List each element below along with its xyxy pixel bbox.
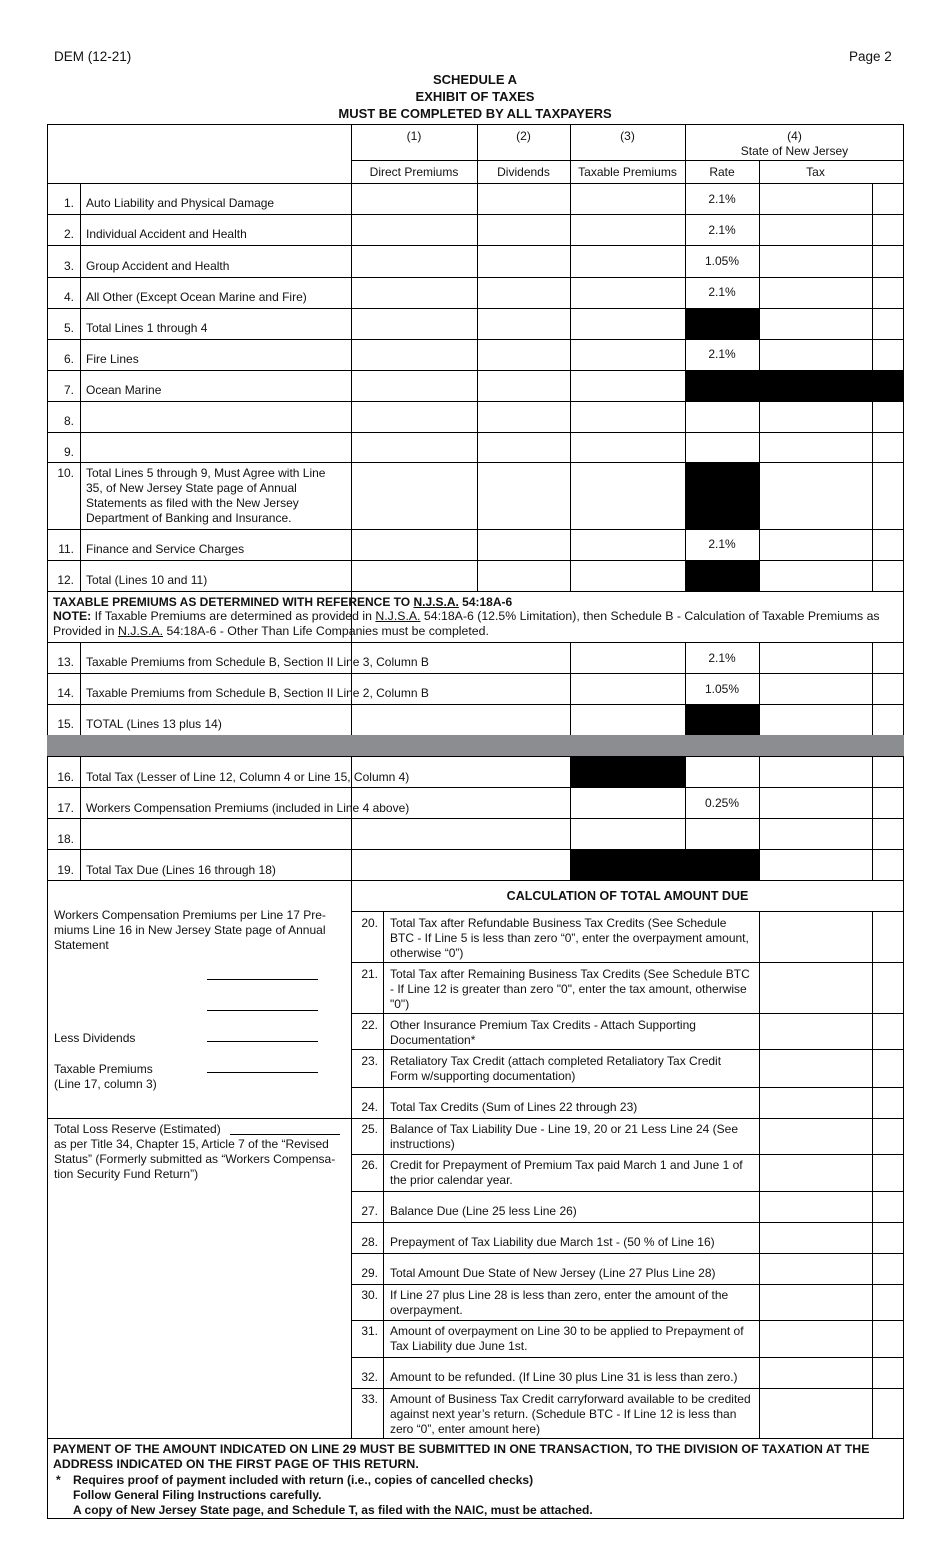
line-30-number: 30. bbox=[361, 1288, 378, 1302]
line-29-number: 29. bbox=[361, 1266, 378, 1280]
line-33-number: 33. bbox=[361, 1392, 378, 1406]
line-21-label: Total Tax after Remaining Business Tax Credits (See Schedule BTC - If Line 12 is greater than zero "0", enter the tax amount, otherwise "0") bbox=[390, 967, 750, 1011]
separator-band bbox=[47, 735, 904, 756]
payment-instruction: PAYMENT OF THE AMOUNT INDICATED ON LINE 29 MUST BE SUBMITTED IN ONE TRANSACTION, TO THE DIVISION OF TAXATION AT THE ADDRESS INDICATED ON THE FIRST PAGE OF THIS RETURN. bbox=[53, 1442, 870, 1471]
line-22-label: Other Insurance Premium Tax Credits - Attach Supporting Documentation* bbox=[390, 1018, 696, 1047]
line-10-label: Total Lines 5 through 9, Must Agree with Line 35, of New Jersey State page of Annual Statements as filed with the New Jersey Department of Banking and Insurance. bbox=[86, 466, 326, 525]
line-27-number: 27. bbox=[361, 1204, 378, 1218]
line-2-rate: 2.1% bbox=[708, 223, 736, 237]
line-17-label: Workers Compensation Premiums (included in Line 4 above) bbox=[86, 801, 410, 815]
line-13-rate: 2.1% bbox=[708, 651, 736, 665]
note-text: NOTE: If Taxable Premiums are determined as provided in N.J.S.A. 54:18A-6 (12.5% Limitation), then Schedule B - Calculation of Taxable Premiums as Provided in N.J.S.A. 54:18A-6 - Other Than Life Companies must be completed. bbox=[53, 609, 880, 638]
line-11-rate: 2.1% bbox=[708, 537, 736, 551]
col-rate: Rate bbox=[709, 165, 735, 179]
form-id: DEM (12-21) bbox=[54, 49, 132, 64]
line-7-label: Ocean Marine bbox=[86, 383, 162, 397]
line-17-number: 17. bbox=[57, 801, 74, 815]
col4-number: (4) bbox=[787, 129, 802, 143]
col-dividends: Dividends bbox=[497, 165, 550, 179]
col-direct-premiums: Direct Premiums bbox=[369, 165, 459, 179]
taxable-premiums-heading: TAXABLE PREMIUMS AS DETERMINED WITH REFERENCE TO N.J.S.A. 54:18A-6 bbox=[53, 595, 513, 609]
line-19-label: Total Tax Due (Lines 16 through 18) bbox=[86, 863, 276, 877]
col3-number: (3) bbox=[620, 129, 635, 143]
loss-reserve-field[interactable] bbox=[230, 1134, 340, 1135]
line-13-number: 13. bbox=[57, 655, 74, 669]
line-15-label: TOTAL (Lines 13 plus 14) bbox=[86, 717, 222, 731]
line-23-label: Retaliatory Tax Credit (attach completed Retaliatory Tax Credit Form w/supporting documentation) bbox=[390, 1054, 722, 1083]
line-4-rate: 2.1% bbox=[708, 285, 736, 299]
line-18-number: 18. bbox=[57, 832, 74, 846]
line-6-number: 6. bbox=[63, 352, 74, 366]
col2-number: (2) bbox=[516, 129, 531, 143]
line-4-label: All Other (Except Ocean Marine and Fire) bbox=[86, 290, 307, 304]
col-taxable-premiums: Taxable Premiums bbox=[578, 165, 677, 179]
line-12-number: 12. bbox=[57, 573, 74, 587]
footnote-star: * bbox=[56, 1473, 61, 1487]
exhibit-title: EXHIBIT OF TAXES bbox=[415, 89, 535, 104]
line-17-rate: 0.25% bbox=[704, 796, 740, 810]
line-14-label: Taxable Premiums from Schedule B, Section II Line 2, Column B bbox=[86, 686, 429, 700]
line-2-label: Individual Accident and Health bbox=[86, 227, 247, 241]
footnote-attachments: A copy of New Jersey State page, and Schedule T, as filed with the NAIC, must be attached. bbox=[73, 1503, 593, 1517]
line-23-number: 23. bbox=[361, 1054, 378, 1068]
line-28-label: Prepayment of Tax Liability due March 1st - (50 % of Line 16) bbox=[390, 1235, 715, 1249]
line-13-label: Taxable Premiums from Schedule B, Section II Line 3, Column B bbox=[86, 655, 429, 669]
workers-comp-description: Workers Compensation Premiums per Line 17 Premiums Line 16 in New Jersey State page of Annual Statement bbox=[54, 908, 326, 952]
line-4-number: 4. bbox=[63, 290, 74, 304]
line-31-label: Amount of overpayment on Line 30 to be applied to Prepayment of Tax Liability due June 1st. bbox=[390, 1324, 744, 1353]
col4-state-label: State of New Jersey bbox=[740, 144, 849, 158]
less-dividends-field[interactable] bbox=[207, 1041, 318, 1042]
footnote-proof-of-payment: Requires proof of payment included with return (i.e., copies of cancelled checks) bbox=[73, 1473, 534, 1487]
line-11-number: 11. bbox=[58, 542, 74, 556]
workers-comp-field-2[interactable] bbox=[207, 1010, 318, 1011]
line-16-number: 16. bbox=[57, 770, 74, 784]
line-26-label: Credit for Prepayment of Premium Tax paid March 1 and June 1 of the prior calendar year. bbox=[390, 1158, 743, 1187]
workers-comp-field-1[interactable] bbox=[207, 979, 318, 980]
line-20-number: 20. bbox=[361, 916, 378, 930]
calculation-heading: CALCULATION OF TOTAL AMOUNT DUE bbox=[506, 889, 749, 903]
page-number: Page 2 bbox=[849, 49, 892, 64]
line-31-number: 31. bbox=[361, 1324, 378, 1338]
line-28-number: 28. bbox=[361, 1235, 378, 1249]
loss-reserve-label: Total Loss Reserve (Estimated) bbox=[54, 1122, 221, 1136]
line-15-number: 15. bbox=[57, 717, 74, 731]
col1-number: (1) bbox=[406, 129, 422, 143]
taxable-premiums-label: Taxable Premiums bbox=[54, 1062, 153, 1076]
taxable-premiums-field[interactable] bbox=[207, 1072, 318, 1073]
line-14-rate: 1.05% bbox=[704, 682, 740, 696]
line-32-number: 32. bbox=[361, 1370, 378, 1384]
line-21-number: 21. bbox=[361, 967, 378, 981]
line-12-label: Total (Lines 10 and 11) bbox=[86, 573, 208, 587]
line-1-rate: 2.1% bbox=[708, 192, 736, 206]
footnote-filing-instructions: Follow General Filing Instructions carefully. bbox=[73, 1488, 322, 1502]
line-1-label: Auto Liability and Physical Damage bbox=[86, 196, 275, 210]
line-3-rate: 1.05% bbox=[704, 254, 740, 268]
line-8-number: 8. bbox=[63, 414, 74, 428]
line-1-number: 1. bbox=[63, 196, 74, 210]
line-6-rate: 2.1% bbox=[708, 347, 736, 361]
schedule-title: SCHEDULE A bbox=[432, 72, 518, 87]
loss-reserve-description: as per Title 34, Chapter 15, Article 7 of the “Revised Status” (Formerly submitted as “Workers Compensation Security Fund Return”) bbox=[54, 1137, 336, 1181]
line-16-label: Total Tax (Lesser of Line 12, Column 4 or Line 15, Column 4) bbox=[86, 770, 410, 784]
line-30-label: If Line 27 plus Line 28 is less than zero, enter the amount of the overpayment. bbox=[390, 1288, 729, 1317]
line-32-label: Amount to be refunded. (If Line 30 plus Line 31 is less than zero.) bbox=[390, 1370, 738, 1384]
line-11-label: Finance and Service Charges bbox=[86, 542, 245, 556]
line-29-label: Total Amount Due State of New Jersey (Line 27 Plus Line 28) bbox=[390, 1266, 716, 1280]
must-complete-title: MUST BE COMPLETED BY ALL TAXPAYERS bbox=[338, 106, 612, 121]
line-24-label: Total Tax Credits (Sum of Lines 22 through 23) bbox=[390, 1100, 638, 1114]
line-19-number: 19. bbox=[57, 863, 74, 877]
less-dividends-label: Less Dividends bbox=[54, 1031, 136, 1045]
line-2-number: 2. bbox=[63, 227, 74, 241]
line-22-number: 22. bbox=[361, 1018, 378, 1032]
line-5-number: 5. bbox=[63, 321, 74, 335]
line-9-number: 9. bbox=[63, 445, 74, 459]
line-5-label: Total Lines 1 through 4 bbox=[86, 321, 208, 335]
line-3-number: 3. bbox=[63, 259, 74, 273]
taxable-premiums-sublabel: (Line 17, column 3) bbox=[54, 1077, 157, 1091]
line-6-label: Fire Lines bbox=[86, 352, 139, 366]
line-27-label: Balance Due (Line 25 less Line 26) bbox=[390, 1204, 577, 1218]
line-10-number: 10. bbox=[57, 466, 74, 480]
line-33-label: Amount of Business Tax Credit carryforward available to be credited against next year’s return. (Schedule BTC - If Line 12 is less than zero “0”, enter amount here) bbox=[390, 1392, 751, 1436]
col-tax: Tax bbox=[806, 165, 825, 179]
line-3-label: Group Accident and Health bbox=[86, 259, 230, 273]
line-26-number: 26. bbox=[361, 1158, 378, 1172]
line-20-label: Total Tax after Refundable Business Tax Credits (See Schedule BTC - If Line 5 is less than zero “0”, enter the overpayment amount, otherwise “0”) bbox=[390, 916, 749, 960]
line-7-number: 7. bbox=[63, 383, 74, 397]
line-25-label: Balance of Tax Liability Due - Line 19, 20 or 21 Less Line 24 (See instructions) bbox=[390, 1122, 738, 1151]
line-24-number: 24. bbox=[361, 1100, 378, 1114]
line-25-number: 25. bbox=[361, 1122, 378, 1136]
line-14-number: 14. bbox=[57, 686, 74, 700]
